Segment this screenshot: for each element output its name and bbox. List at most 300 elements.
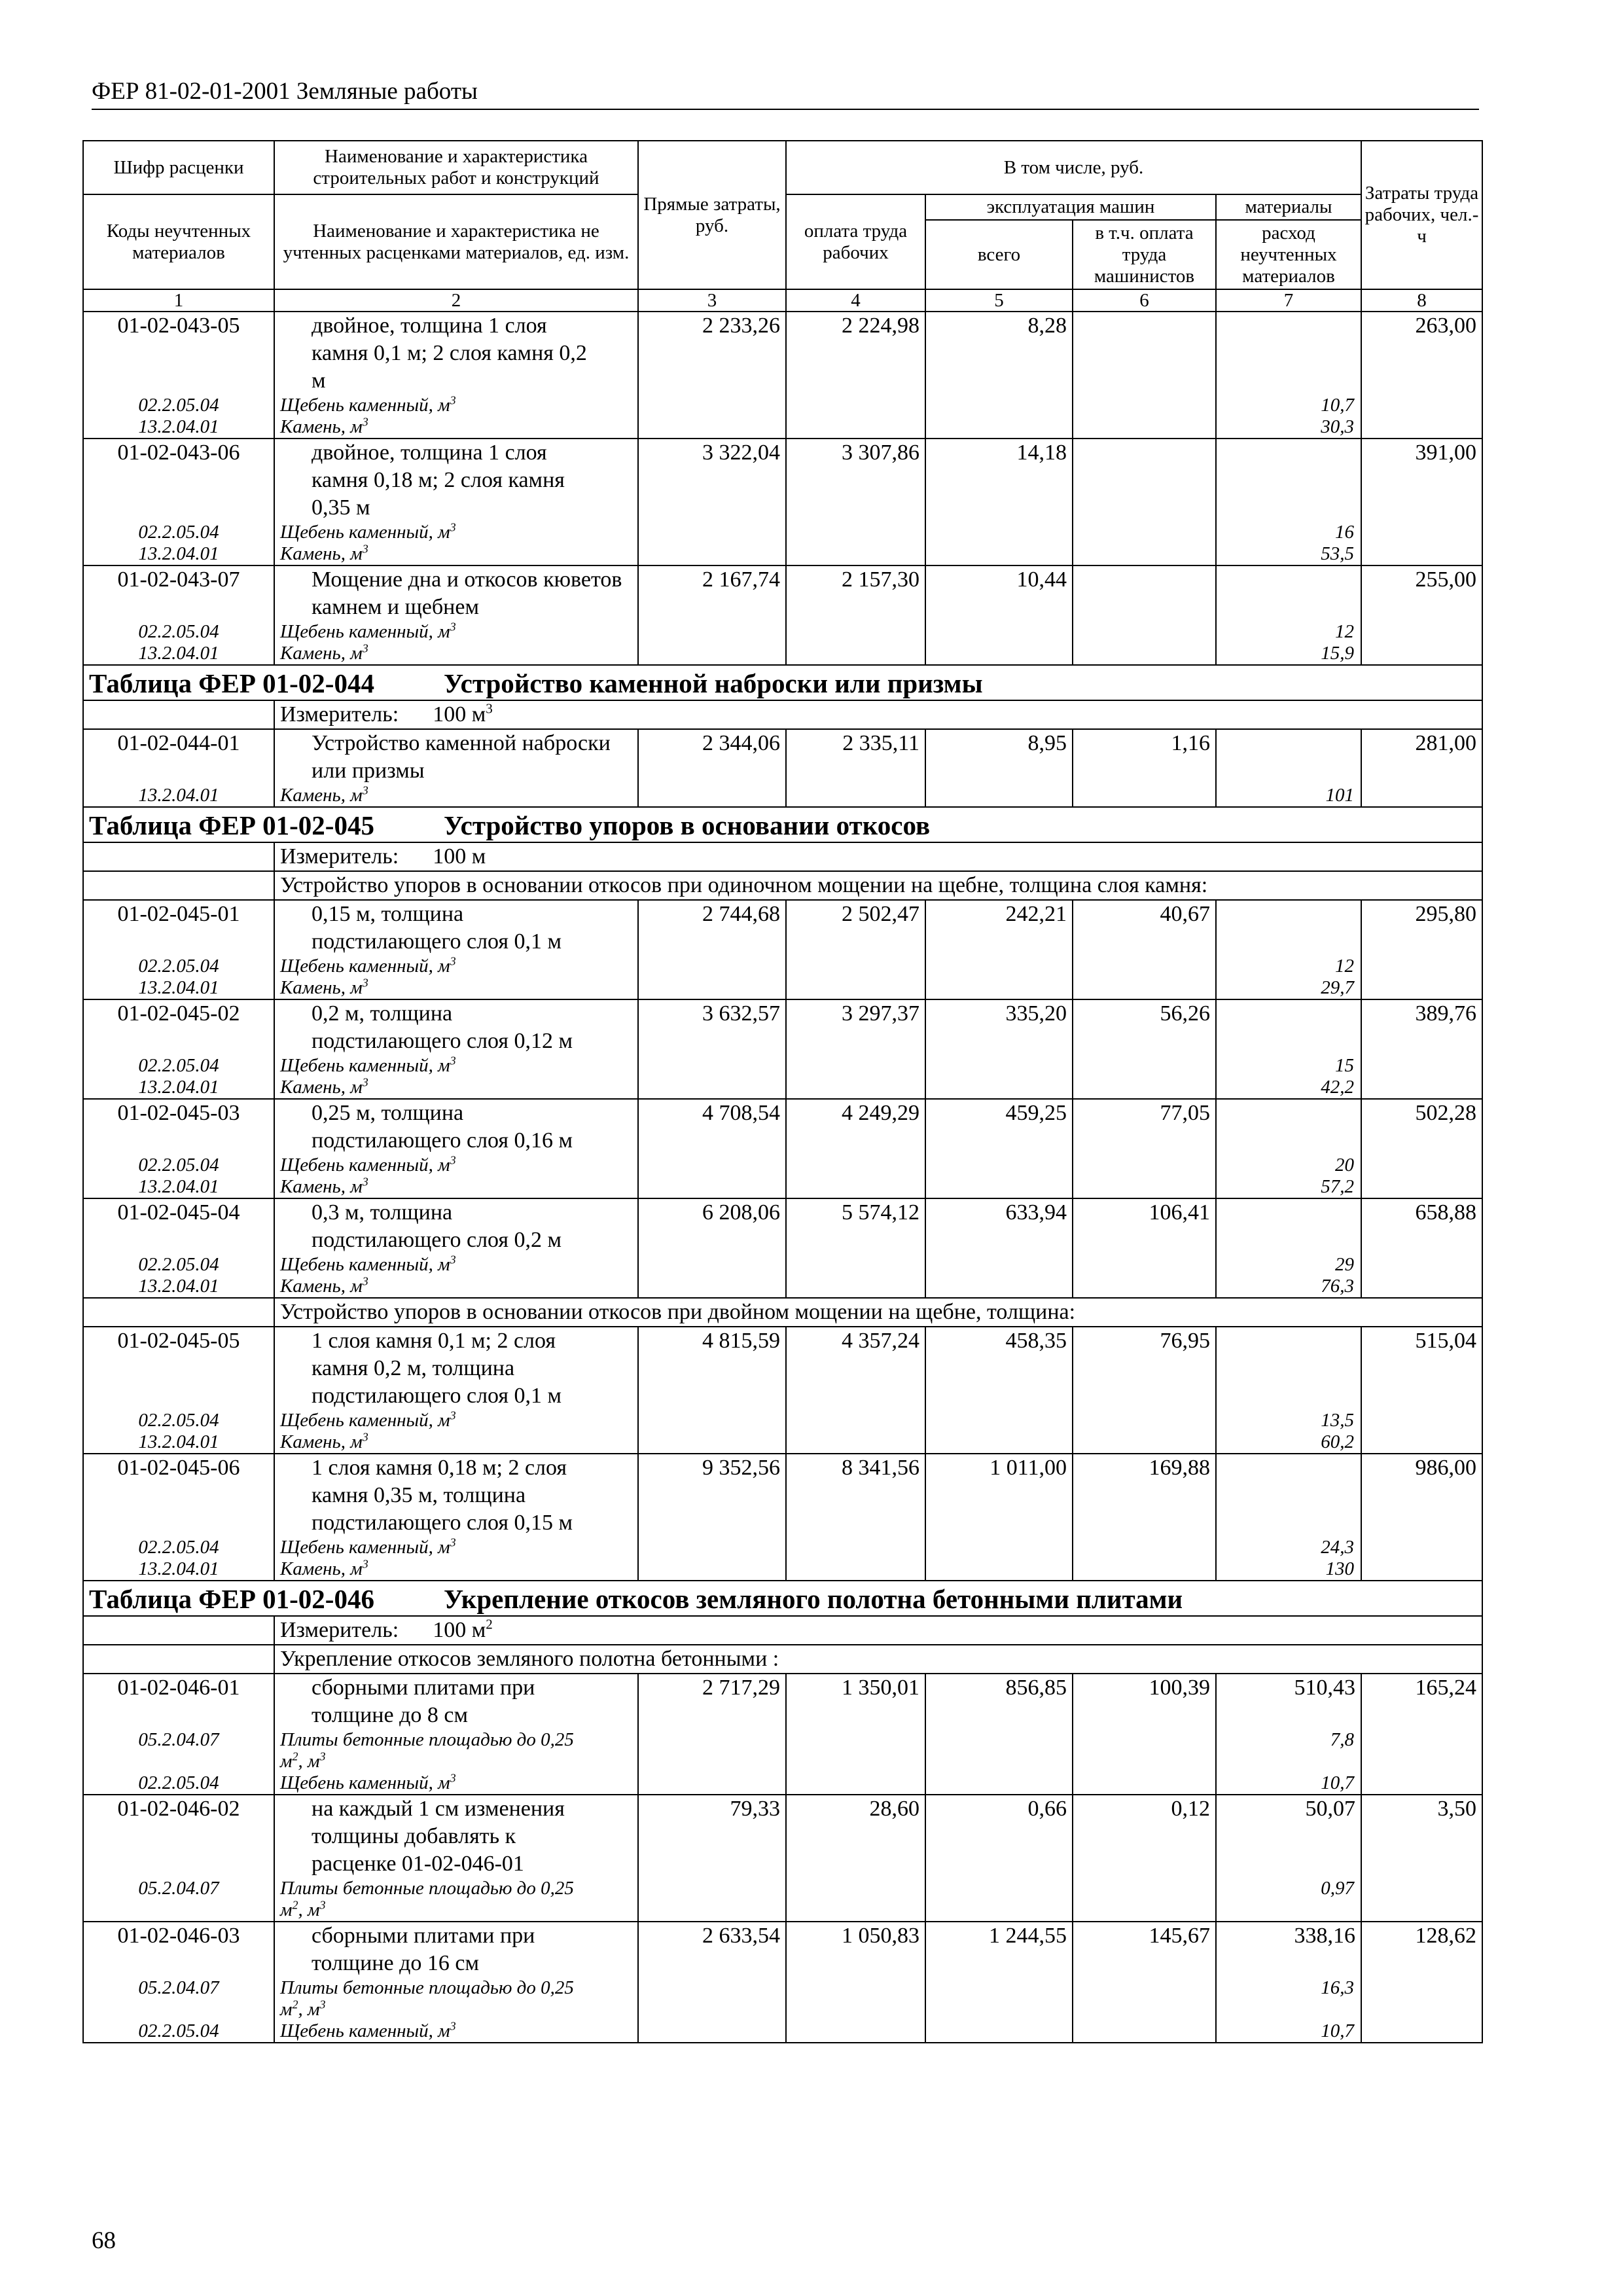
empty-cell: [925, 956, 1073, 977]
table-row: [83, 1922, 1482, 1977]
unit-exponent: 3: [450, 1153, 456, 1167]
empty-cell: [1361, 1431, 1482, 1454]
rate-name-line: двойное, толщина 1 слоя: [312, 440, 547, 465]
rate-name-line: или призмы: [312, 759, 425, 783]
material-consumption: 130: [1216, 1558, 1361, 1581]
header-rule: [92, 109, 1479, 110]
empty-cell: [1361, 1558, 1482, 1581]
rate-code: 01-02-043-05: [83, 312, 274, 395]
material-code: 02.2.05.04: [83, 1254, 274, 1276]
rate-name-line: 0,3 м, толщина: [312, 1200, 453, 1225]
unit-exponent: 3: [362, 415, 368, 429]
material-name-text: Камень, м: [280, 1176, 363, 1197]
empty-cell: [786, 1431, 925, 1454]
material-code: 13.2.04.01: [83, 785, 274, 807]
material-code: 02.2.05.04: [83, 2020, 274, 2043]
empty-cell: [925, 1176, 1073, 1198]
machines-total: 1 011,00: [925, 1454, 1073, 1537]
material-row: [83, 1977, 1482, 2020]
rate-name-line: камня 0,1 м; 2 слоя камня 0,2: [312, 341, 587, 365]
wages-cost: 1 350,01: [786, 1674, 925, 1729]
empty-cell: [786, 1254, 925, 1276]
machines-total: 335,20: [925, 999, 1073, 1055]
empty-cell: [638, 1410, 786, 1431]
measure-value: 100 м: [433, 1618, 486, 1642]
empty-cell: [786, 416, 925, 439]
rate-name: [274, 1454, 638, 1537]
empty-cell: [786, 1977, 925, 2020]
material-row: [83, 785, 1482, 807]
machines-total: 242,21: [925, 900, 1073, 956]
unit-exponent: 3: [362, 976, 368, 990]
machinist-wages: [1073, 312, 1216, 395]
labor-cost: 263,00: [1361, 312, 1482, 395]
machines-total: 8,95: [925, 729, 1073, 785]
empty-cell: [1361, 1155, 1482, 1176]
empty-cell: [638, 1431, 786, 1454]
material-name-text: Щебень каменный, м: [280, 956, 450, 977]
empty-cell: [1361, 1254, 1482, 1276]
material-name-text: Щебень каменный, м: [280, 1055, 450, 1076]
material-name: [274, 643, 638, 665]
material-code: 02.2.05.04: [83, 1772, 274, 1795]
material-code: 13.2.04.01: [83, 977, 274, 999]
unit-exponent: 3: [362, 1274, 368, 1288]
machines-total: 14,18: [925, 439, 1073, 522]
material-consumption: 53,5: [1216, 543, 1361, 565]
empty-cell: [1073, 1431, 1216, 1454]
empty-cell: [925, 2020, 1073, 2043]
empty-cell: [1361, 785, 1482, 807]
col-materials-header: материалы: [1216, 194, 1361, 220]
empty-cell: [638, 643, 786, 665]
rate-name-line: толщине до 8 см: [312, 1703, 468, 1727]
material-row: [83, 1254, 1482, 1276]
material-name-text: Камень, м: [280, 416, 363, 437]
measure-label: Измеритель:: [280, 1618, 399, 1642]
material-code: 02.2.05.04: [83, 621, 274, 643]
material-name-text: Щебень каменный, м: [280, 1254, 450, 1275]
rate-name-line: на каждый 1 см изменения: [312, 1797, 565, 1821]
material-name: [274, 1410, 638, 1431]
rate-name: [274, 1922, 638, 1977]
material-consumption: 15: [1216, 1055, 1361, 1077]
unit-exponent: 3: [450, 520, 456, 534]
material-name-text: Щебень каменный, м: [280, 1155, 450, 1175]
machines-total: 856,85: [925, 1674, 1073, 1729]
material-row: [83, 1276, 1482, 1298]
direct-cost: 2 633,54: [638, 1922, 786, 1977]
rate-name: [274, 1099, 638, 1155]
rate-name-line: Мощение дна и откосов кюветов: [312, 567, 622, 592]
table-row: [83, 1327, 1482, 1410]
empty-cell: [786, 977, 925, 999]
table-row: [83, 900, 1482, 956]
rate-name: [274, 1674, 638, 1729]
machinist-wages: 1,16: [1073, 729, 1216, 785]
material-unit-text: $м^2$, $м^3$: [280, 1898, 326, 1920]
material-code: 13.2.04.01: [83, 543, 274, 565]
material-name-text: Камень, м: [280, 1431, 363, 1452]
empty-cell: [1361, 1977, 1482, 2020]
labor-cost: 128,62: [1361, 1922, 1482, 1977]
material-name: [274, 1977, 638, 2020]
unit-exponent: 2: [292, 1998, 298, 2011]
material-unit-text: $м^2$, $м^3$: [280, 1998, 326, 2020]
rate-name: [274, 312, 638, 395]
measure-row: [274, 842, 1482, 871]
empty-cell: [1361, 621, 1482, 643]
empty-cell: [638, 977, 786, 999]
rate-name-line: сборными плитами при: [312, 1676, 535, 1700]
empty-cell: [1073, 1276, 1216, 1298]
page-number: 68: [92, 2227, 116, 2254]
material-row: [83, 1729, 1482, 1772]
section-name: Укрепление откосов земляного полотна бетонными плитами: [443, 1584, 1183, 1614]
machines-total: 459,25: [925, 1099, 1073, 1155]
col-wages-header: оплата труда рабочих: [786, 194, 925, 289]
empty-cell: [925, 1276, 1073, 1298]
empty-cell: [786, 1878, 925, 1922]
unit-exponent: 3: [362, 542, 368, 556]
wages-cost: 3 307,86: [786, 439, 925, 522]
material-name-text: Щебень каменный, м: [280, 522, 450, 543]
unit-exponent: 3: [450, 2019, 456, 2033]
empty-cell: [786, 621, 925, 643]
material-name-text: Камень, м: [280, 785, 363, 806]
material-row: [83, 543, 1482, 565]
empty-cell: [925, 1055, 1073, 1077]
material-row: [83, 1410, 1482, 1431]
empty-cell: [638, 1772, 786, 1795]
material-row: [83, 1176, 1482, 1198]
empty-cell: [1361, 2020, 1482, 2043]
unit-exponent: 2: [486, 1616, 493, 1632]
material-consumption: 12: [1216, 956, 1361, 977]
rate-name-line: камня 0,18 м; 2 слоя камня: [312, 468, 565, 492]
material-name-text: Щебень каменный, м: [280, 1772, 450, 1793]
unit-exponent: 3: [362, 1430, 368, 1444]
empty-cell: [1073, 395, 1216, 416]
rate-name: [274, 900, 638, 956]
rate-code: 01-02-045-06: [83, 1454, 274, 1537]
rate-name-line: подстилающего слоя 0,16 м: [312, 1128, 573, 1153]
rate-code: 01-02-046-01: [83, 1674, 274, 1729]
unit-exponent: 3: [319, 1749, 326, 1763]
material-code: 13.2.04.01: [83, 1431, 274, 1454]
direct-cost: 2 744,68: [638, 900, 786, 956]
material-consumption: 12: [1216, 621, 1361, 643]
empty-cell: [786, 1537, 925, 1558]
table-row: [83, 1674, 1482, 1729]
empty-cell: [638, 1276, 786, 1298]
col-machines-wages-header: в т.ч. оплата труда машинистов: [1073, 220, 1216, 289]
material-unit-text: $м^2$, $м^3$: [280, 1749, 326, 1772]
material-row: [83, 1155, 1482, 1176]
direct-cost: 9 352,56: [638, 1454, 786, 1537]
direct-cost: 79,33: [638, 1795, 786, 1878]
materials-cost: 510,43: [1216, 1674, 1361, 1729]
machinist-wages: [1073, 439, 1216, 522]
material-name-text: Щебень каменный, м: [280, 1410, 450, 1431]
rate-code: 01-02-045-01: [83, 900, 274, 956]
empty-cell: [786, 643, 925, 665]
direct-cost: 2 717,29: [638, 1674, 786, 1729]
unit-exponent: 3: [319, 1998, 326, 2011]
empty-cell: [786, 1155, 925, 1176]
empty-cell: [1361, 1410, 1482, 1431]
rates-table: [82, 140, 1483, 2043]
wages-cost: 2 502,47: [786, 900, 925, 956]
col-number: 4: [786, 289, 925, 312]
empty-cell: [786, 2020, 925, 2043]
col-number: 1: [83, 289, 274, 312]
col-name-header: Наименование и характеристика строительных работ и конструкций: [274, 141, 638, 194]
page-header: ФЕР 81-02-01-2001 Земляные работы: [92, 78, 478, 105]
empty-cell: [1073, 977, 1216, 999]
material-consumption: 10,7: [1216, 1772, 1361, 1795]
col-number: 3: [638, 289, 786, 312]
empty-cell: [638, 395, 786, 416]
unit-exponent: 3: [450, 1054, 456, 1067]
rate-code: 01-02-046-03: [83, 1922, 274, 1977]
rate-name-line: подстилающего слоя 0,15 м: [312, 1511, 573, 1535]
direct-cost: 3 632,57: [638, 999, 786, 1055]
labor-cost: 389,76: [1361, 999, 1482, 1055]
material-code: 02.2.05.04: [83, 522, 274, 543]
material-name: [274, 416, 638, 439]
empty-cell: [1073, 2020, 1216, 2043]
unit-exponent: 3: [450, 1253, 456, 1266]
empty-cell: [638, 1176, 786, 1198]
material-consumption: 7,8: [1216, 1729, 1361, 1772]
empty-cell: [925, 1977, 1073, 2020]
unit-exponent: 2: [292, 1898, 298, 1912]
material-row: [83, 1431, 1482, 1454]
material-name: [274, 543, 638, 565]
col-incl-header: В том числе, руб.: [786, 141, 1361, 194]
empty-cell: [1361, 643, 1482, 665]
empty-cell: [1361, 395, 1482, 416]
rows-045-single: [83, 900, 1482, 1298]
empty-cell: [1073, 1772, 1216, 1795]
direct-cost: 4 708,54: [638, 1099, 786, 1155]
rows-043: [83, 312, 1482, 665]
rate-code: 01-02-043-06: [83, 439, 274, 522]
rate-code: 01-02-045-03: [83, 1099, 274, 1155]
measure-row: [274, 1616, 1482, 1645]
unit-exponent: 3: [450, 620, 456, 634]
empty-cell: [925, 643, 1073, 665]
col-machines-total-header: всего: [925, 220, 1073, 289]
col-materials-unacc-header: расход неучтенных материалов: [1216, 220, 1361, 289]
material-name: [274, 522, 638, 543]
machines-total: 633,94: [925, 1198, 1073, 1254]
rate-code: 01-02-045-05: [83, 1327, 274, 1410]
machines-total: 0,66: [925, 1795, 1073, 1878]
material-row: [83, 977, 1482, 999]
wages-cost: 2 157,30: [786, 565, 925, 621]
material-name: [274, 977, 638, 999]
section-044: [83, 665, 1482, 729]
empty-cell: [1361, 956, 1482, 977]
material-code: 02.2.05.04: [83, 956, 274, 977]
empty-cell: [1361, 1537, 1482, 1558]
unit-exponent: 3: [450, 1408, 456, 1422]
col-direct-header: Прямые затраты, руб.: [638, 141, 786, 289]
empty-cell: [1073, 621, 1216, 643]
empty-cell: [925, 1254, 1073, 1276]
unit-exponent: 3: [362, 783, 368, 797]
col-code-header: Шифр расценки: [83, 141, 274, 194]
material-consumption: 15,9: [1216, 643, 1361, 665]
empty-cell: [925, 621, 1073, 643]
empty-cell: [925, 395, 1073, 416]
empty-cell: [1073, 1254, 1216, 1276]
material-code: 13.2.04.01: [83, 1077, 274, 1099]
machinist-wages: 0,12: [1073, 1795, 1216, 1878]
empty-cell: [638, 621, 786, 643]
wages-cost: 4 249,29: [786, 1099, 925, 1155]
material-name: [274, 1878, 638, 1922]
material-consumption: 13,5: [1216, 1410, 1361, 1431]
wages-cost: 8 341,56: [786, 1454, 925, 1537]
materials-cost: [1216, 1099, 1361, 1155]
section-name: Устройство упоров в основании откосов: [443, 810, 931, 840]
empty-cell: [1361, 1055, 1482, 1077]
materials-cost: [1216, 999, 1361, 1055]
rate-name: [274, 1198, 638, 1254]
unit-exponent: 3: [486, 700, 493, 717]
material-name-text: Камень, м: [280, 1558, 363, 1579]
rate-name: [274, 1327, 638, 1410]
table-row: [83, 1099, 1482, 1155]
material-name-text: Плиты бетонные площадью до 0,25: [280, 1878, 574, 1899]
empty-cell: [1073, 785, 1216, 807]
material-name-text: Щебень каменный, м: [280, 395, 450, 416]
rate-name-line: подстилающего слоя 0,1 м: [312, 929, 562, 954]
material-name: [274, 1276, 638, 1298]
empty-cell: [1073, 522, 1216, 543]
empty-cell: [925, 1729, 1073, 1772]
labor-cost: 986,00: [1361, 1454, 1482, 1537]
rate-name-line: подстилающего слоя 0,1 м: [312, 1384, 562, 1408]
empty-cell: [786, 1772, 925, 1795]
material-code: 02.2.05.04: [83, 1410, 274, 1431]
unit-exponent: 3: [319, 1898, 326, 1912]
section-header: [83, 807, 1482, 842]
empty-cell: [786, 1055, 925, 1077]
section-title: Таблица ФЕР 01-02-044: [89, 668, 374, 698]
rate-code: 01-02-045-02: [83, 999, 274, 1055]
rate-name-line: камня 0,2 м, толщина: [312, 1356, 515, 1380]
empty-cell: [925, 1077, 1073, 1099]
empty-cell: [638, 2020, 786, 2043]
machinist-wages: 145,67: [1073, 1922, 1216, 1977]
material-name-text: Камень, м: [280, 977, 363, 998]
empty-cell: [1073, 643, 1216, 665]
material-code: 02.2.05.04: [83, 1537, 274, 1558]
direct-cost: 2 233,26: [638, 312, 786, 395]
empty-cell: [1073, 543, 1216, 565]
wages-cost: 2 335,11: [786, 729, 925, 785]
table-header: [83, 141, 1482, 312]
material-code: 13.2.04.01: [83, 1176, 274, 1198]
empty-cell: [1073, 1878, 1216, 1922]
empty-cell: [1361, 522, 1482, 543]
machines-total: 10,44: [925, 565, 1073, 621]
rate-code: 01-02-043-07: [83, 565, 274, 621]
empty-cell: [1361, 977, 1482, 999]
material-row: [83, 1537, 1482, 1558]
material-consumption: 60,2: [1216, 1431, 1361, 1454]
direct-cost: 6 208,06: [638, 1198, 786, 1254]
material-code: 13.2.04.01: [83, 1276, 274, 1298]
section-046: [83, 1581, 1482, 1674]
material-name: [274, 1176, 638, 1198]
machinist-wages: 106,41: [1073, 1198, 1216, 1254]
labor-cost: 515,04: [1361, 1327, 1482, 1410]
material-name: [274, 1558, 638, 1581]
material-code: 05.2.04.07: [83, 1977, 274, 2020]
materials-cost: [1216, 439, 1361, 522]
rate-name: [274, 1795, 638, 1878]
empty-cell: [786, 1276, 925, 1298]
empty-cell: [786, 522, 925, 543]
material-consumption: 10,7: [1216, 2020, 1361, 2043]
empty-cell: [1073, 1077, 1216, 1099]
rate-name-line: м: [312, 368, 326, 393]
material-code: 05.2.04.07: [83, 1729, 274, 1772]
subsection-title: Устройство упоров в основании откосов при одиночном мощении на щебне, толщина слоя камня:: [274, 871, 1482, 900]
subsection-title: Устройство упоров в основании откосов при двойном мощении на щебне, толщина:: [274, 1298, 1482, 1327]
empty-cell: [1361, 1772, 1482, 1795]
empty-cell: [786, 395, 925, 416]
rate-name-line: 0,2 м, толщина: [312, 1001, 453, 1026]
material-consumption: 10,7: [1216, 395, 1361, 416]
materials-cost: 338,16: [1216, 1922, 1361, 1977]
empty-cell: [1073, 1537, 1216, 1558]
material-name: [274, 1055, 638, 1077]
empty-cell: [1073, 416, 1216, 439]
empty-cell: [638, 522, 786, 543]
material-name-text: Щебень каменный, м: [280, 2020, 450, 2041]
machinist-wages: 169,88: [1073, 1454, 1216, 1537]
material-row: [83, 643, 1482, 665]
material-code: 02.2.05.04: [83, 1055, 274, 1077]
material-name: [274, 395, 638, 416]
empty-cell: [1361, 1878, 1482, 1922]
wages-cost: 4 357,24: [786, 1327, 925, 1410]
material-consumption: 16,3: [1216, 1977, 1361, 2020]
empty-cell: [638, 1729, 786, 1772]
empty-cell: [786, 1410, 925, 1431]
material-row: [83, 1055, 1482, 1077]
measure-row: [274, 700, 1482, 729]
labor-cost: 255,00: [1361, 565, 1482, 621]
empty-cell: [1073, 1055, 1216, 1077]
rate-code: 01-02-045-04: [83, 1198, 274, 1254]
material-name: [274, 785, 638, 807]
section-name: Устройство каменной наброски или призмы: [443, 668, 983, 698]
rate-name-line: подстилающего слоя 0,2 м: [312, 1228, 562, 1252]
material-consumption: 20: [1216, 1155, 1361, 1176]
empty-cell: [786, 1558, 925, 1581]
rate-name-line: расценке 01-02-046-01: [312, 1852, 524, 1876]
col-code-sub-header: Коды неучтенных материалов: [83, 194, 274, 289]
machinist-wages: 56,26: [1073, 999, 1216, 1055]
material-name: [274, 956, 638, 977]
